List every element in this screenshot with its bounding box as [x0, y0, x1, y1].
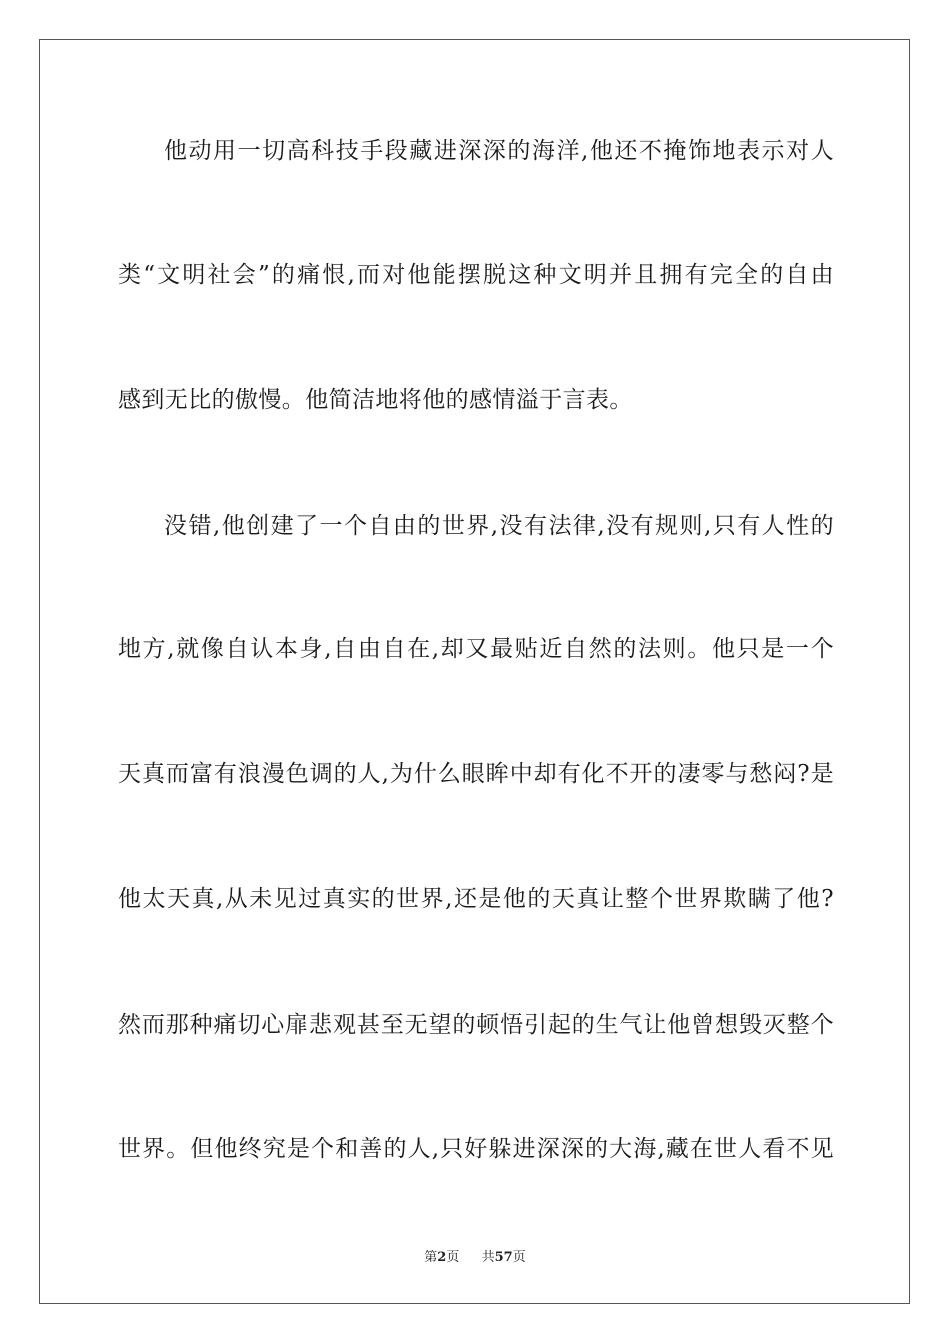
paragraph-line: 没错,他创建了一个自由的世界,没有法律,没有规则,只有人性的 [164, 513, 834, 539]
total-suffix: 页 [512, 1250, 526, 1265]
page-border [39, 39, 910, 1304]
paragraph-line: 世界。但他终究是个和善的人,只好躲进深深的大海,藏在世人看不见 [118, 1136, 834, 1162]
paragraph-line: 天真而富有浪漫色调的人,为什么眼眸中却有化不开的凄零与愁闷?是 [118, 761, 834, 787]
page-suffix: 页 [446, 1250, 460, 1265]
total-pages-label [482, 1246, 526, 1265]
paragraph-line: 他动用一切高科技手段藏进深深的海洋,他还不掩饰地表示对人 [164, 138, 834, 164]
paragraph-line: 感到无比的傲慢。他简洁地将他的感情溢于言表。 [118, 387, 633, 413]
page-number-label [424, 1246, 459, 1265]
page-number: 2 [437, 1250, 447, 1265]
paragraph-line: 然而那种痛切心扉悲观甚至无望的顿悟引起的生气让他曾想毁灭整个 [118, 1012, 834, 1038]
paragraph-line: 类“文明社会”的痛恨,而对他能摆脱这种文明并且拥有完全的自由 [118, 262, 834, 288]
paragraph-line: 地方,就像自认本身,自由自在,却又最贴近自然的法则。他只是一个 [118, 636, 834, 662]
total-prefix: 共 [481, 1250, 495, 1265]
total-pages: 57 [494, 1250, 513, 1265]
page-footer [0, 1246, 950, 1265]
paragraph-line: 他太天真,从未见过真实的世界,还是他的天真让整个世界欺瞒了他? [118, 886, 834, 912]
page-prefix: 第 [424, 1250, 438, 1265]
